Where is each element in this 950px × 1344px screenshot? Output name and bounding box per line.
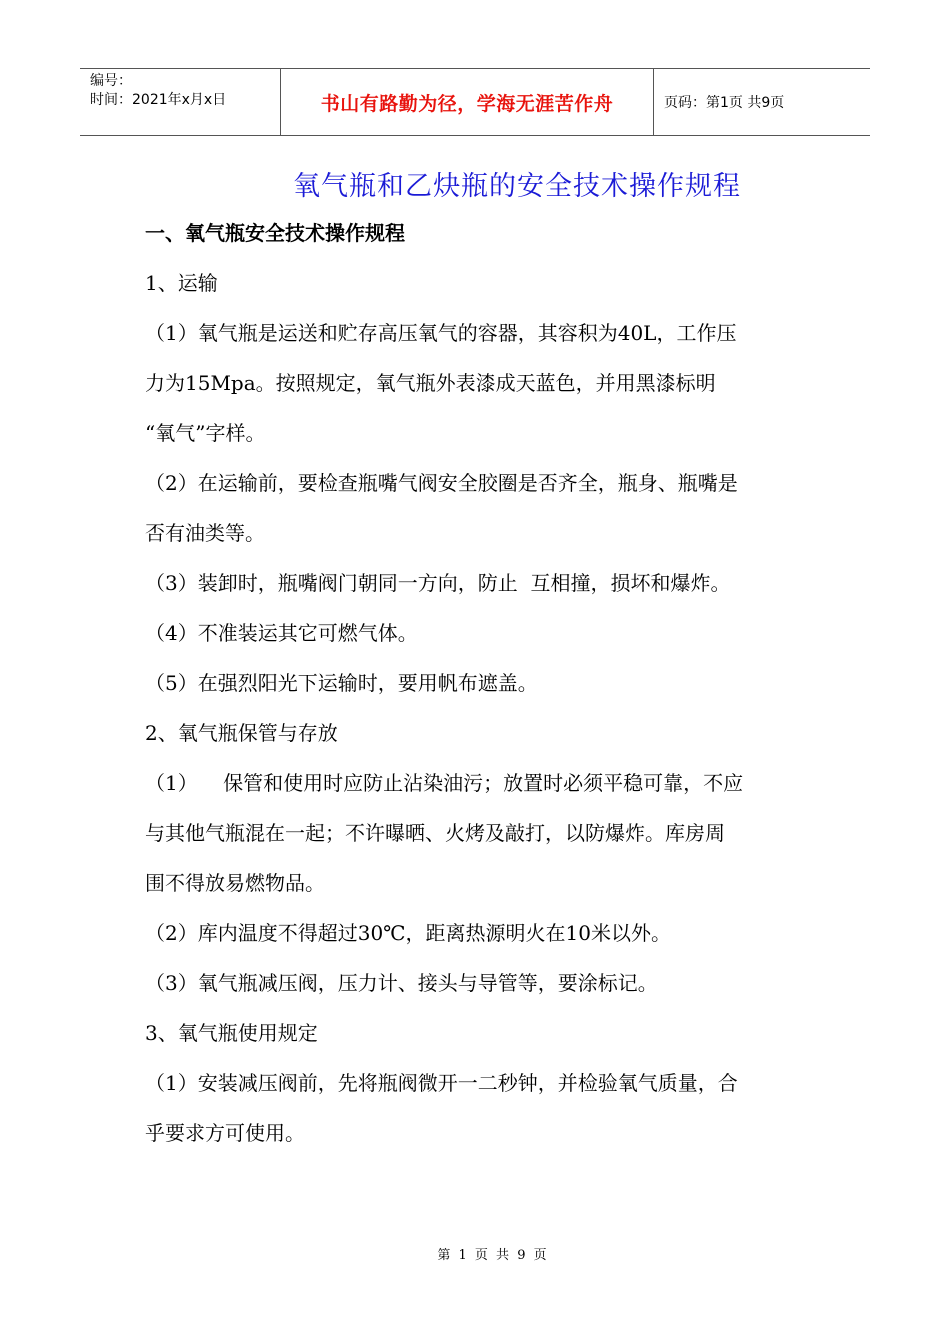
- body-line: （5）在强烈阳光下运输时，要用帆布遮盖。: [145, 671, 538, 695]
- serial-label: 编号：: [90, 73, 132, 89]
- document-body: [145, 208, 810, 1158]
- body-line: 力为15Mpa。按照规定，氧气瓶外表漆成天蓝色，并用黑漆标明: [145, 371, 716, 395]
- time-label: 时间：2021年x月x日: [90, 92, 227, 108]
- page-footer: 第 1 页 共 9 页: [437, 1248, 547, 1263]
- header-table: [80, 68, 870, 136]
- subheading-usage: 3、氧气瓶使用规定: [145, 1021, 318, 1045]
- body-line: （4）不准装运其它可燃气体。: [145, 621, 418, 645]
- header-motto: 书山有路勤为径，学海无涯苦作舟: [281, 69, 654, 135]
- subheading-transport: 1、运输: [145, 271, 218, 295]
- body-line: 围不得放易燃物品。: [145, 871, 325, 895]
- body-line: （1）安装减压阀前，先将瓶阀微开一二秒钟，并检验氧气质量，合: [145, 1071, 738, 1095]
- body-line: 与其他气瓶混在一起；不许曝晒、火烤及敲打，以防爆炸。库房周: [145, 821, 725, 845]
- body-line: “氧气”字样。: [145, 421, 266, 445]
- body-line: （2）库内温度不得超过30℃，距离热源明火在10米以外。: [145, 921, 671, 945]
- body-line: （3）装卸时，瓶嘴阀门朝同一方向，防止 互相撞，损坏和爆炸。: [145, 571, 731, 595]
- body-line: 否有油类等。: [145, 521, 265, 545]
- header-page-info: 页码：第1页 共9页: [664, 95, 785, 111]
- body-line: 乎要求方可使用。: [145, 1121, 305, 1145]
- subheading-storage: 2、氧气瓶保管与存放: [145, 721, 338, 745]
- document-title: 氧气瓶和乙炔瓶的安全技术操作规程: [293, 171, 741, 202]
- body-line: （1） 保管和使用时应防止沾染油污；放置时必须平稳可靠，不应: [145, 771, 744, 795]
- body-line: （2）在运输前，要检查瓶嘴气阀安全胶圈是否齐全，瓶身、瓶嘴是: [145, 471, 738, 495]
- header-meta-cell: [80, 69, 281, 135]
- body-line: （1）氧气瓶是运送和贮存高压氧气的容器，其容积为40L，工作压: [145, 321, 737, 345]
- section-heading-1: 一、氧气瓶安全技术操作规程: [145, 221, 405, 245]
- body-line: （3）氧气瓶减压阀，压力计、接头与导管等，要涂标记。: [145, 971, 658, 995]
